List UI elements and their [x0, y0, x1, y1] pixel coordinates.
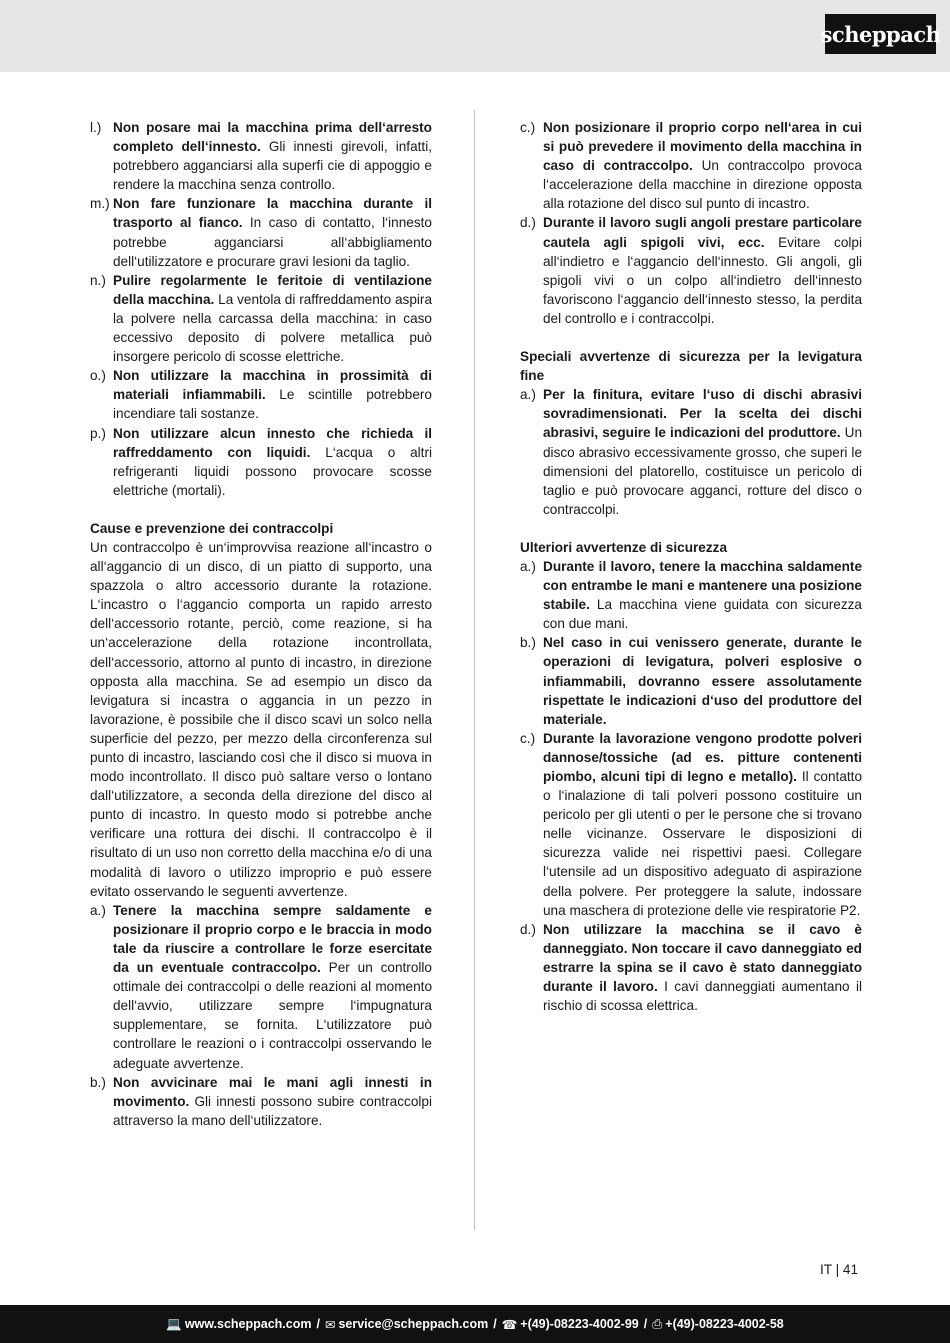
item-marker: c.)	[520, 120, 536, 135]
item-bold-text: Non avvicinare mai le mani agli innesti in movimento.	[113, 1074, 432, 1109]
footer-email[interactable]: service@scheppach.com	[338, 1317, 489, 1331]
item-marker: p.)	[90, 425, 106, 441]
list-item-o	[90, 366, 432, 423]
item-bold-text: Non utilizzare alcun innesto che richieda il raffreddamento con liquidi.	[113, 425, 432, 460]
item-marker: c.)	[520, 730, 536, 746]
item-body-text: Gli innesti girevoli, infatti, potrebbero agganciarsi alla superfi cie di appoggio e rendere la macchina senza controllo.	[113, 139, 432, 193]
item-bold-text: Non posizionare il proprio corpo nell‘area in cui si può prevedere il movimento della macchina in caso di contraccolpo.	[543, 120, 862, 174]
list-item-b	[520, 633, 862, 728]
item-marker: b.)	[90, 1074, 106, 1090]
item-bold-text: Pulire regolarmente le feritoie di ventilazione della macchina.	[113, 272, 432, 307]
list-item-l	[90, 118, 432, 194]
item-marker: l.)	[90, 120, 102, 135]
footer-phone: +(49)-08223-4002-99	[520, 1317, 639, 1331]
list-item-p	[90, 424, 432, 500]
item-body-text: In caso di contatto, l‘innesto potrebbe agganciarsi all‘abbigliamento dell‘utilizzatore e procurare gravi lesioni da taglio.	[113, 215, 432, 269]
footer-bar	[0, 1305, 950, 1343]
header-band	[0, 0, 950, 72]
list-item-d	[520, 213, 862, 328]
computer-icon: 💻	[166, 1316, 182, 1331]
item-marker: a.)	[520, 558, 536, 574]
item-marker: o.)	[90, 368, 106, 384]
item-marker: a.)	[520, 387, 536, 403]
list-item-b	[90, 1073, 432, 1130]
page-number: IT | 41	[820, 1262, 859, 1277]
item-body-text: Le scintille potrebbero incendiare tali sostanze.	[113, 387, 432, 422]
item-body-text: Per un controllo ottimale dei contraccolpi o delle reazioni al momento dell‘avvio, utilizzare sempre l‘impugnatura supplementare, se fornita. L‘utilizzatore può controllare le reazioni o i contraccolpi osservando le adeguate avvertenze.	[113, 960, 432, 1071]
item-bold-text: Nel caso in cui venissero generate, durante le operazioni di levigatura, polveri esplosive o infiammabili, dovranno essere assolutamente rispettate le indicazioni d‘uso del produttore del materiale.	[543, 635, 862, 727]
item-bold-text: Tenere la macchina sempre saldamente e posizionare il proprio corpo e le braccia in modo tale da riuscire a controllare le forze esercitate da un eventuale contraccolpo.	[113, 902, 432, 976]
item-body-text: Un contraccolpo provoca l‘accelerazione della macchine in direzione opposta alla rotazione del disco sul punto di incastro.	[543, 158, 862, 212]
footer-separator: /	[643, 1317, 648, 1331]
section-heading-kickback: Cause e prevenzione dei contraccolpi	[90, 520, 334, 536]
list-item-a	[90, 901, 432, 1073]
column-divider	[474, 110, 475, 1230]
footer-fax: +(49)-08223-4002-58	[665, 1317, 784, 1331]
item-bold-text: Durante il lavoro, tenere la macchina saldamente con entrambe le mani e mantenere una posizione stabile.	[543, 558, 862, 613]
list-item-c	[520, 118, 862, 213]
list-item-d	[520, 920, 862, 1015]
item-marker: a.)	[90, 902, 106, 918]
item-bold-text: Non utilizzare la macchina in prossimità di materiali infiammabili.	[113, 368, 432, 403]
footer-separator: /	[493, 1317, 497, 1331]
footer-separator: /	[316, 1317, 320, 1331]
item-marker: b.)	[520, 635, 536, 651]
item-body-text: Il contatto o l‘inalazione di tali polveri possono costituire un pericolo per gli utenti o per le persone che si trovano nelle vicinanze. Osservare le disposizioni di sicurezza valide nei rispettivi paesi. Collegare l‘utensile ad un dispositivo adeguato di aspirazione della polvere. Per proteggere la salute, indossare una maschera di protezione delle vie respiratorie P2.	[543, 769, 862, 918]
list-item-a	[520, 557, 862, 633]
item-marker: d.)	[520, 921, 536, 937]
footer-website[interactable]: www.scheppach.com	[184, 1317, 312, 1331]
section-paragraph-kickback: Un contraccolpo è un‘improvvisa reazione all‘incastro o all‘aggancio di un disco, di un piatto di supporto, una spazzola o altro accessorio durante la rotazione. L‘incastro o l‘aggancio comporta un rapido arresto dell‘accessorio rotante, perciò, come reazione, si ha un‘accelerazione della rotazione incontrollata, dell‘accessorio, attorno al punto di incastro, in direzione opposta alla macchina. Se ad esempio un disco da levigatura si incastra o aggancia in un pezzo in lavorazione, è possibile che il disco scavi un solco nella superficie del pezzo, per mezzo della circonferenza sul punto di incastro, lasciando così che il disco si muova in modo incontrollato. Il disco può saltare verso o lontano dall‘utilizzatore, a seconda della direzione del disco al punto di incastro. In questo modo si potrebbe anche verificare una rottura dei dischi. Il contraccolpo è il risultato di un uso non corretto della macchina e/o di una modalità di lavoro o utilizzo improprio e può essere evitato osservando le seguenti avvertenze.	[90, 539, 432, 899]
right-column	[520, 118, 862, 1015]
item-body-text: I cavi danneggiati aumentano il rischio di scossa elettrica.	[543, 979, 862, 1014]
item-bold-text: Durante la lavorazione vengono prodotte polveri dannose/tossiche (ad es. pitture contenenti piombo, alcuni tipi di legno e metallo).	[543, 730, 862, 784]
item-body-text: La macchina viene guidata con sicurezza con due mani.	[543, 597, 862, 632]
list-item-c	[520, 729, 862, 920]
phone-icon: ☎	[501, 1317, 518, 1332]
fax-icon: ⎙	[652, 1316, 663, 1331]
item-bold-text: Non posare mai la macchina prima dell‘arresto completo dell‘innesto.	[113, 120, 432, 155]
item-body-text: Evitare colpi all‘indietro e l‘aggancio dell‘innesto. Gli angoli, gli spigoli vivi o un colpo all‘indietro dell‘innesto favoriscono l‘aggancio dell‘innesto stesso, la perdita del controllo e i contraccolpi.	[543, 234, 862, 326]
scheppach-logo: scheppach	[825, 14, 936, 54]
section-heading-further-warnings: Ulteriori avvertenze di sicurezza	[520, 539, 728, 555]
section-heading-fine-sanding: Speciali avvertenze di sicurezza per la levigatura fine	[520, 349, 862, 384]
item-bold-text: Durante il lavoro sugli angoli prestare particolare cautela agli spigoli vivi, ecc.	[543, 215, 862, 250]
left-column	[90, 118, 432, 1130]
list-item-m	[90, 194, 432, 270]
mail-icon: ✉	[324, 1317, 336, 1332]
item-body-text: La ventola di raffreddamento aspira la polvere nella carcassa della macchina: in caso eccessivo deposito di polvere metallica può insorgere pericolo di scosse elettriche.	[113, 291, 432, 365]
item-bold-text: Non utilizzare la macchina se il cavo è danneggiato. Non toccare il cavo danneggiato ed estrarre la spina se il cavo è stato danneggiato durante il lavoro.	[543, 921, 862, 995]
item-bold-text: Non fare funzionare la macchina durante il trasporto al fianco.	[113, 196, 432, 231]
item-marker: n.)	[90, 272, 106, 288]
item-body-text: Un disco abrasivo eccessivamente grosso, che superi le dimensioni del platorello, costituisce un pericolo di taglio e può provocare agganci, rotture del disco o contraccolpi.	[543, 425, 863, 517]
list-item-n	[90, 271, 432, 366]
list-item-a	[520, 385, 862, 519]
item-marker: m.)	[90, 196, 110, 212]
item-body-text: L‘acqua o altri refrigeranti liquidi possono provocare scosse elettriche (mortali).	[113, 444, 433, 498]
item-marker: d.)	[520, 215, 536, 231]
item-bold-text: Per la finitura, evitare l‘uso di dischi abrasivi sovradimensionati. Per la scelta dei dischi abrasivi, seguire le indicazioni del produttore.	[543, 387, 862, 441]
item-body-text: Gli innesti possono subire contraccolpi attraverso la mano dell‘utilizzatore.	[113, 1093, 432, 1128]
